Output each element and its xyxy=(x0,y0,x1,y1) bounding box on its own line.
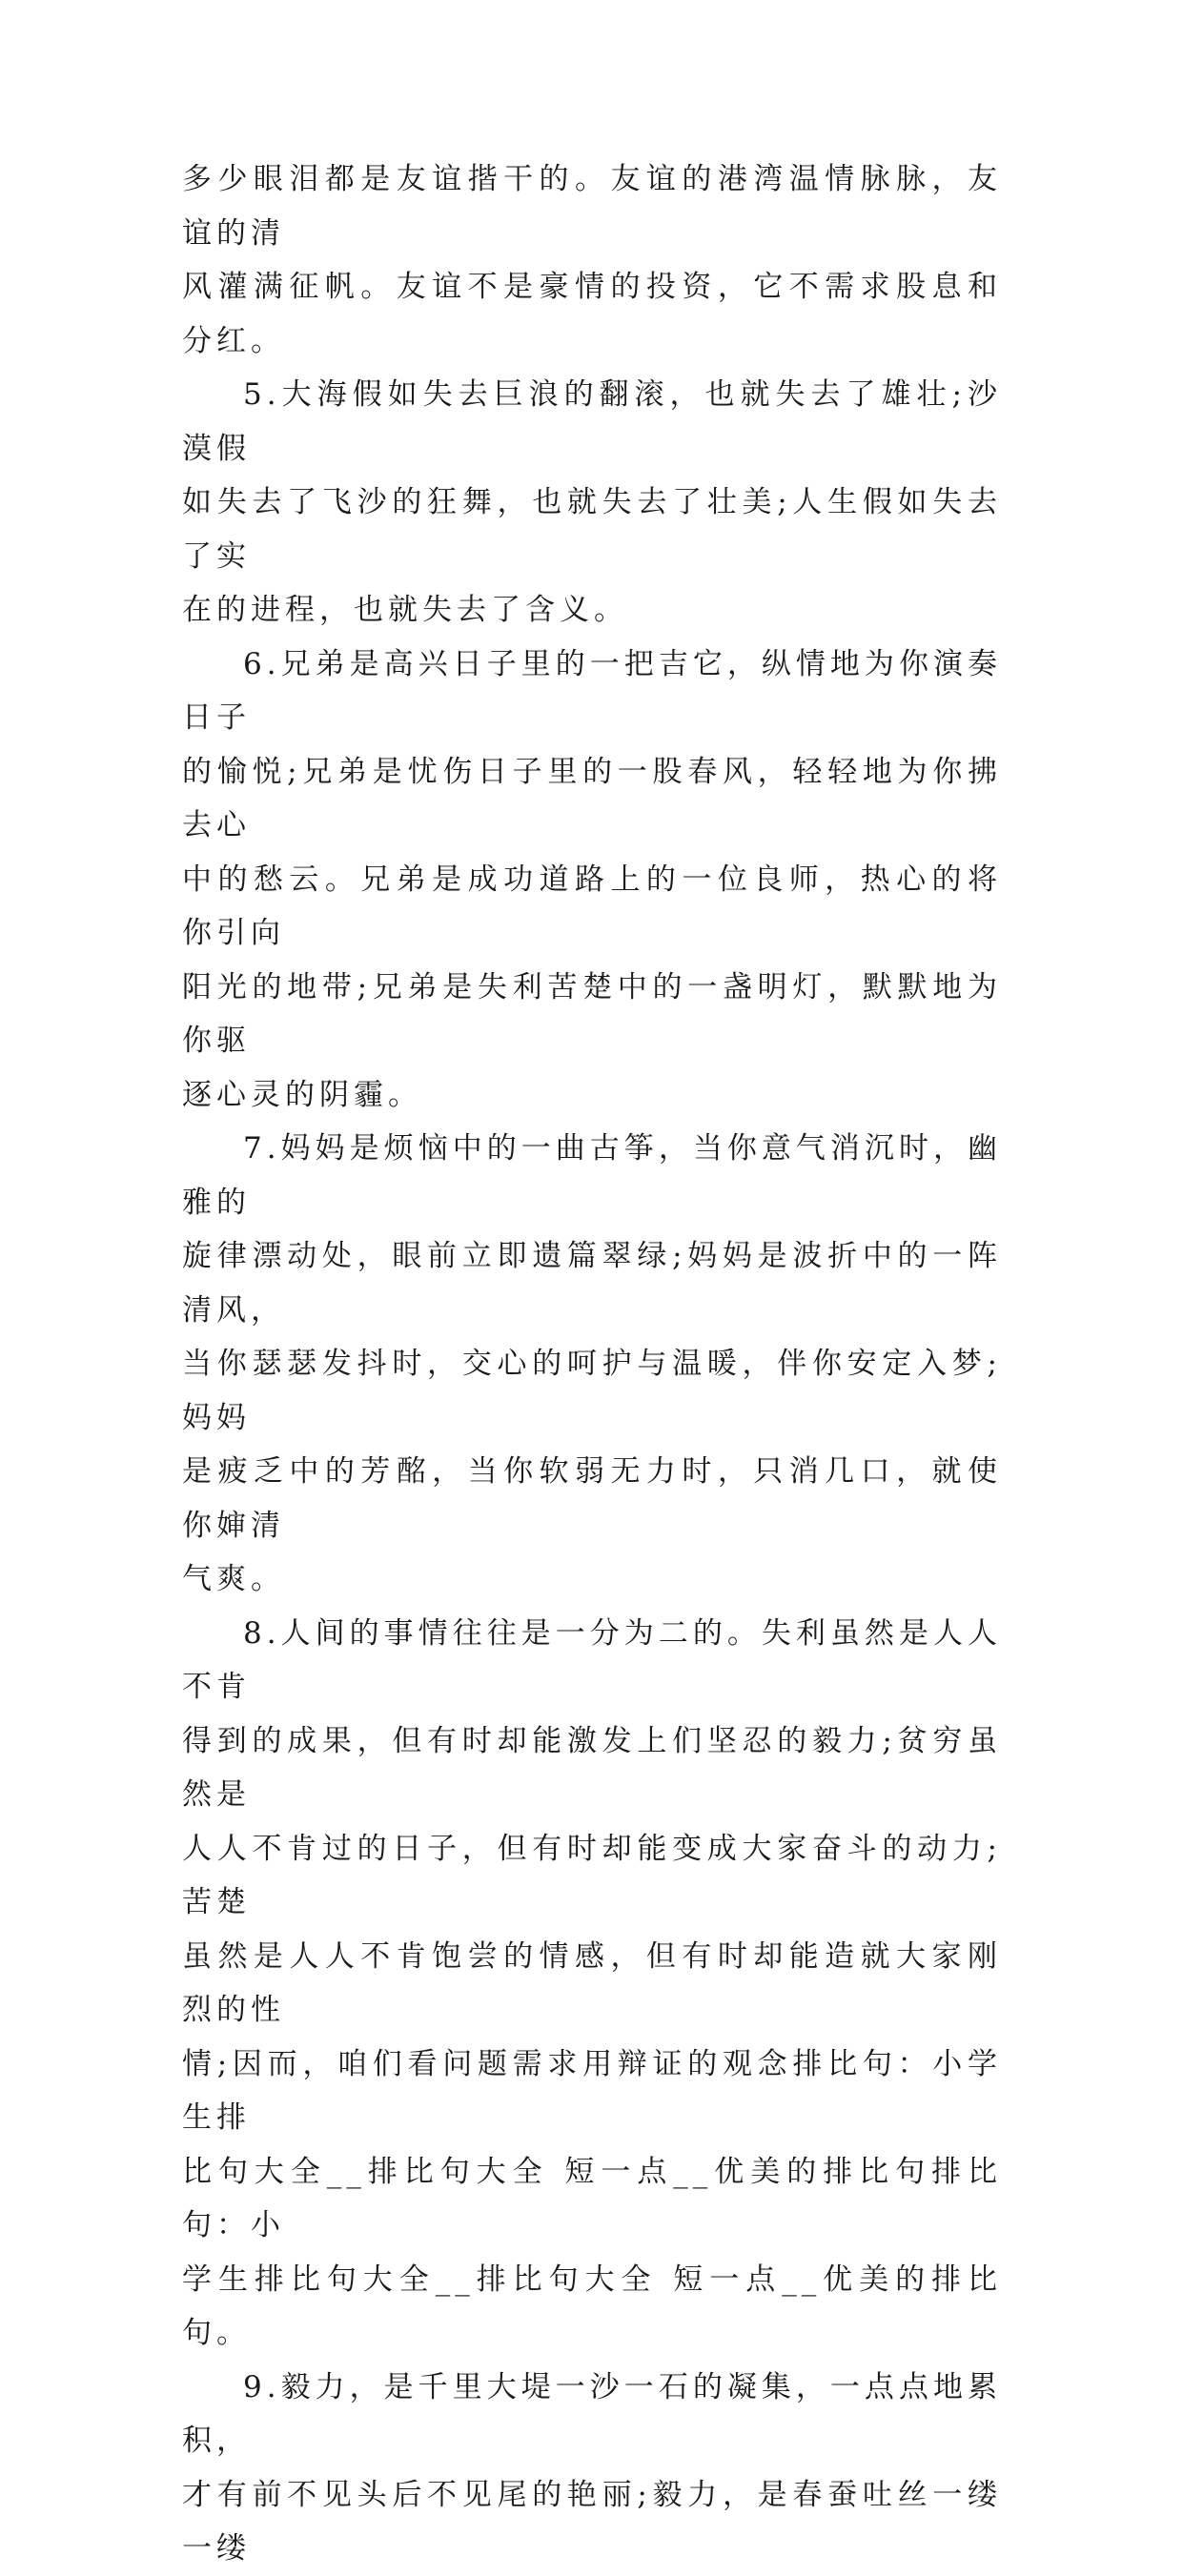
text-line: 9.毅力，是千里大堤一沙一石的凝集，一点点地累积， xyxy=(182,2369,1002,2458)
text-line: 5.大海假如失去巨浪的翻滚，也就失去了雄壮;沙漠假 xyxy=(182,377,1002,466)
text-line: 7.妈妈是烦恼中的一曲古筝，当你意气消沉时，幽雅的 xyxy=(182,1131,1002,1220)
text-line: 得到的成果，但有时却能激发上们坚忍的毅力;贫穷虽然是 xyxy=(182,1723,1002,1812)
text-line: 多少眼泪都是友谊揩干的。友谊的港湾温情脉脉，友谊的清 xyxy=(182,162,1002,251)
document-body xyxy=(182,152,1002,2576)
paragraph-item-8 xyxy=(182,1607,1002,2361)
text-line: 8.人间的事情往往是一分为二的。失利虽然是人人不肯 xyxy=(182,1615,1002,1704)
text-line: 阳光的地带;兄弟是失利苦楚中的一盏明灯，默默地为你驱 xyxy=(182,969,1002,1058)
text-line: 气爽。 xyxy=(182,1562,285,1596)
text-line: 人人不肯过的日子，但有时却能变成大家奋斗的动力;苦楚 xyxy=(182,1831,1002,1919)
text-line: 学生排比句大全__排比句大全 短一点__优美的排比句。 xyxy=(182,2262,1002,2350)
text-line: 比句大全__排比句大全 短一点__优美的排比句排比句：小 xyxy=(182,2154,1002,2242)
text-line: 旋律漂动处，眼前立即遗篇翠绿;妈妈是波折中的一阵清风， xyxy=(182,1239,1002,1328)
text-line: 中的愁云。兄弟是成功道路上的一位良师，热心的将你引向 xyxy=(182,862,1002,950)
text-line: 在的进程，也就失去了含义。 xyxy=(182,593,628,627)
text-line: 情;因而，咱们看问题需求用辩证的观念排比句：小学生排 xyxy=(182,2046,1002,2135)
text-line: 的愉悦;兄弟是忧伤日子里的一股春风，轻轻地为你拂去心 xyxy=(182,754,1002,842)
text-line: 逐心灵的阴霾。 xyxy=(182,1077,422,1112)
text-line: 当你瑟瑟发抖时，交心的呵护与温暖，伴你安定入梦;妈妈 xyxy=(182,1347,1002,1435)
paragraph-item-9 xyxy=(182,2361,1002,2576)
text-line: 风灌满征帆。友谊不是豪情的投资，它不需求股息和分红。 xyxy=(182,270,1002,358)
paragraph-continuation xyxy=(182,152,1002,368)
paragraph-item-7 xyxy=(182,1122,1002,1607)
text-line: 如失去了飞沙的狂舞，也就失去了壮美;人生假如失去了实 xyxy=(182,485,1002,574)
text-line: 虽然是人人不肯饱尝的情感，但有时却能造就大家刚烈的性 xyxy=(182,1938,1002,2027)
text-line: 才有前不见头后不见尾的艳丽;毅力，是春蚕吐丝一缕一缕 xyxy=(182,2477,1002,2566)
text-line: 是疲乏中的芳酩，当你软弱无力时，只消几口，就使你婶清 xyxy=(182,1454,1002,1543)
paragraph-item-5 xyxy=(182,368,1002,638)
text-line: 6.兄弟是高兴日子里的一把吉它，纵情地为你演奏日子 xyxy=(182,646,1002,735)
paragraph-item-6 xyxy=(182,638,1002,1123)
